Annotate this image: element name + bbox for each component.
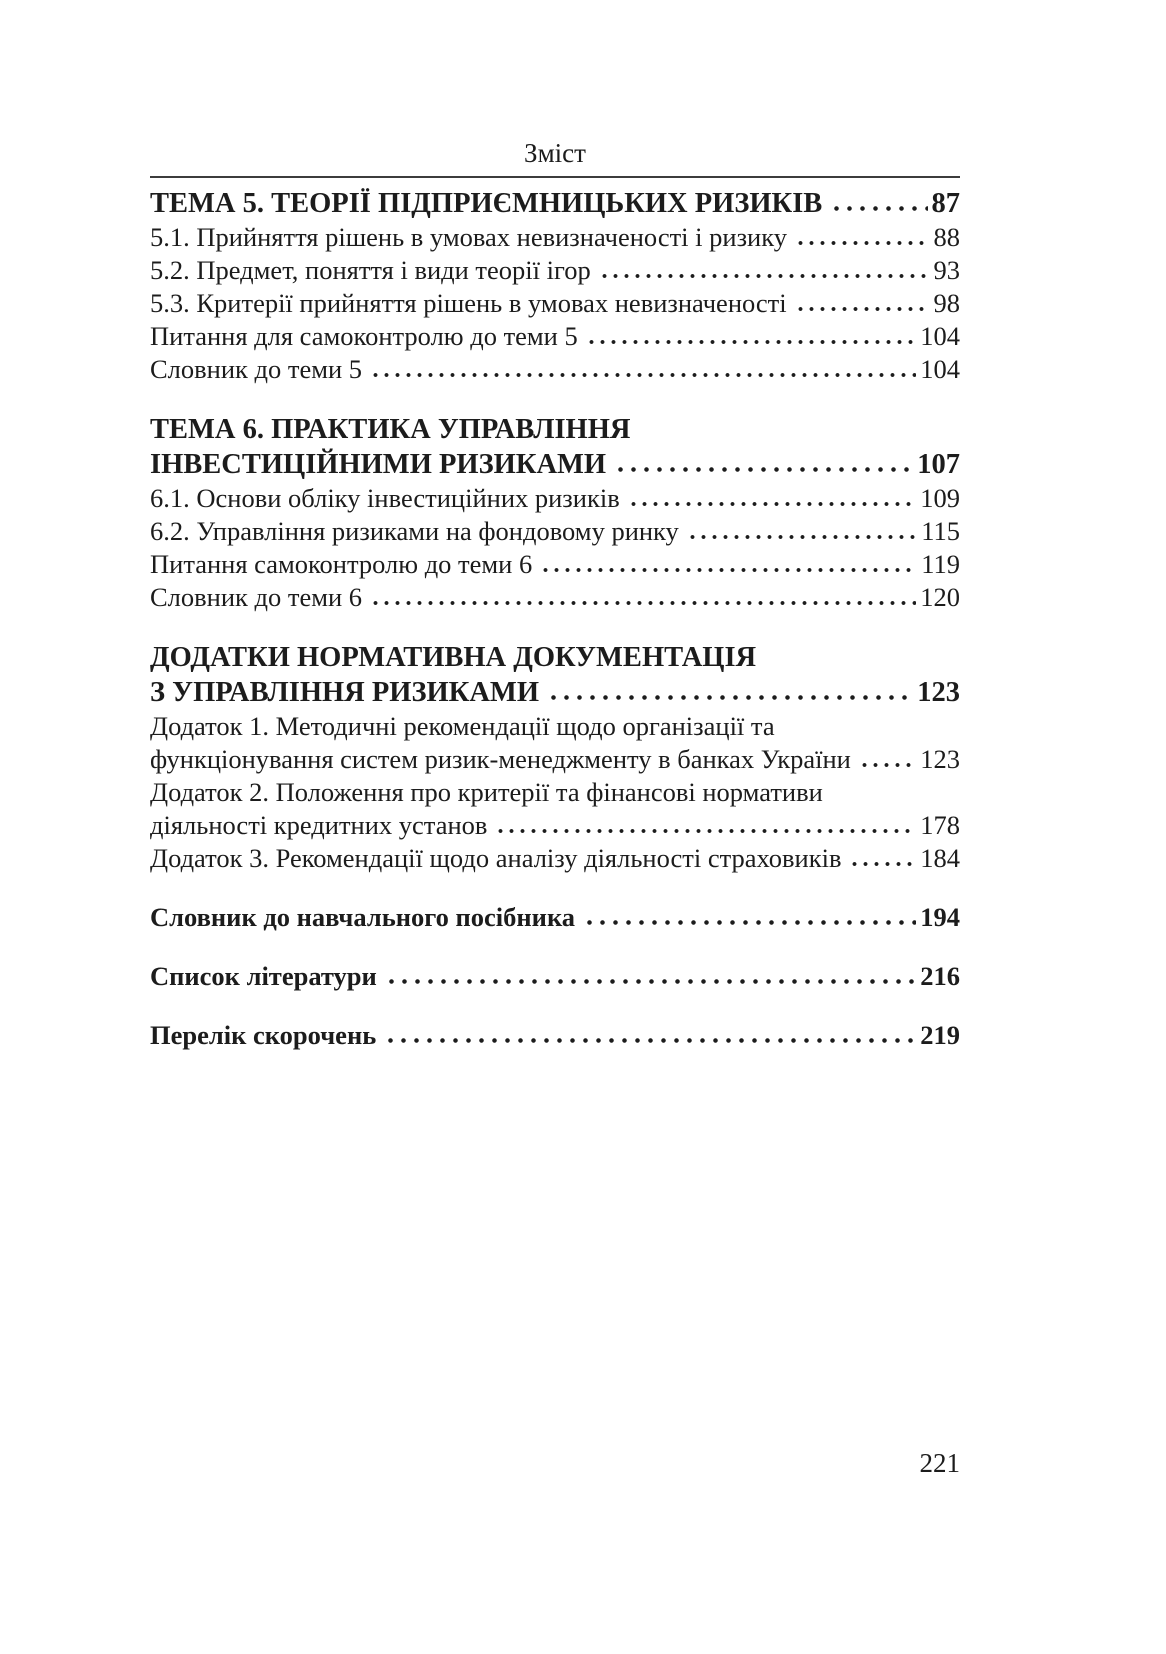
- dot-leader: [370, 372, 916, 378]
- dot-leader: [795, 306, 930, 312]
- toc-entry: [150, 675, 960, 710]
- toc-entry-page: 120: [920, 582, 960, 612]
- toc-entry-label: 5.1. Прийняття рішень в умовах невизначеності і ризику: [150, 222, 787, 252]
- dot-leader: [583, 919, 916, 926]
- toc-entry: [150, 515, 960, 548]
- toc-entry: [150, 710, 960, 743]
- document-page: [150, 138, 960, 1052]
- toc-entry-page: 178: [920, 810, 960, 840]
- toc-entry: [150, 353, 960, 386]
- toc-entry: [150, 287, 960, 320]
- toc-entry-page: 98: [933, 288, 960, 318]
- header-rule: [150, 176, 960, 178]
- toc-entry: [150, 640, 960, 675]
- dot-leader: [599, 273, 930, 279]
- toc-entry-page: 109: [920, 483, 960, 513]
- toc-section-slovnyk: [150, 901, 960, 934]
- dot-leader: [586, 339, 917, 345]
- toc-entry: [150, 412, 960, 447]
- toc-entry-label: функціонування систем ризик-менеджменту в банках України: [150, 744, 851, 774]
- toc-entry: [150, 1019, 960, 1052]
- toc-entry-label: 6.1. Основи обліку інвестиційних ризиків: [150, 483, 620, 513]
- toc-section-tema5: [150, 186, 960, 386]
- toc-entry-label: ТЕМА 5. ТЕОРІЇ ПІДПРИЄМНИЦЬКИХ РИЗИКІВ: [150, 188, 823, 219]
- dot-leader: [687, 534, 917, 540]
- toc-entry-page: 87: [931, 188, 960, 219]
- toc-entry-label: Додаток 2. Положення про критерії та фінансові нормативи: [150, 777, 823, 807]
- toc-section-tema6: [150, 412, 960, 614]
- dot-leader: [370, 600, 916, 606]
- toc-entry-label: ДОДАТКИ НОРМАТИВНА ДОКУМЕНТАЦІЯ: [150, 642, 757, 673]
- toc-entry: [150, 960, 960, 993]
- page-number: 221: [919, 1448, 960, 1478]
- dot-leader: [849, 861, 916, 867]
- toc-entry-page: 219: [920, 1020, 960, 1050]
- toc-entry: [150, 221, 960, 254]
- toc-entry: [150, 186, 960, 221]
- toc-entry-page: 107: [917, 449, 960, 480]
- toc-entry-label: ІНВЕСТИЦІЙНИМИ РИЗИКАМИ: [150, 449, 607, 480]
- dot-leader: [547, 694, 913, 701]
- dot-leader: [540, 567, 917, 573]
- toc-entry: [150, 901, 960, 934]
- toc-entry-label: Словник до теми 5: [150, 354, 363, 384]
- toc-entry-page: 119: [921, 549, 960, 579]
- toc-entry: [150, 548, 960, 581]
- toc-entry-page: 123: [920, 744, 960, 774]
- toc-entry: [150, 320, 960, 353]
- toc-entry-label: 5.3. Критерії прийняття рішень в умовах невизначеності: [150, 288, 787, 318]
- toc-entry-page: 123: [917, 677, 960, 708]
- toc-entry-label: Питання для самоконтролю до теми 5: [150, 321, 578, 351]
- dot-leader: [830, 205, 927, 212]
- toc-entry: [150, 482, 960, 515]
- toc-entry: [150, 809, 960, 842]
- toc-section-skorochennya: [150, 1019, 960, 1052]
- toc-entry-page: 194: [920, 902, 960, 932]
- toc-entry-page: 115: [921, 516, 960, 546]
- toc-entry: [150, 581, 960, 614]
- toc-entry-page: 216: [920, 961, 960, 991]
- toc-entry-page: 184: [920, 843, 960, 873]
- toc-entry-label: Додаток 3. Рекомендації щодо аналізу діяльності страховиків: [150, 843, 842, 873]
- toc-entry-label: З УПРАВЛІННЯ РИЗИКАМИ: [150, 677, 539, 708]
- toc-entry-label: діяльності кредитних установ: [150, 810, 488, 840]
- toc-entry-label: Питання самоконтролю до теми 6: [150, 549, 533, 579]
- toc-entry-label: 5.2. Предмет, поняття і види теорії ігор: [150, 255, 591, 285]
- dot-leader: [384, 1037, 916, 1044]
- toc-entry-label: Словник до навчального посібника: [150, 902, 576, 932]
- dot-leader: [385, 978, 916, 985]
- dot-leader: [495, 828, 916, 834]
- toc-entry: [150, 842, 960, 875]
- toc-entry-page: 104: [920, 354, 960, 384]
- toc-entry-label: Перелік скорочень: [150, 1020, 377, 1050]
- dot-leader: [628, 501, 917, 507]
- dot-leader: [795, 240, 930, 246]
- running-header: Зміст: [524, 138, 586, 168]
- toc-entry-label: Список літератури: [150, 961, 377, 991]
- toc-section-dodatky: [150, 640, 960, 875]
- toc-entry-page: 93: [933, 255, 960, 285]
- toc-entry: [150, 447, 960, 482]
- toc-entry-label: ТЕМА 6. ПРАКТИКА УПРАВЛІННЯ: [150, 414, 631, 445]
- toc-entry-page: 88: [933, 222, 960, 252]
- dot-leader: [614, 466, 913, 473]
- toc-entry: [150, 254, 960, 287]
- toc-entry: [150, 776, 960, 809]
- toc-entry: [150, 743, 960, 776]
- toc-entry-label: Словник до теми 6: [150, 582, 363, 612]
- toc-entry-label: Додаток 1. Методичні рекомендації щодо організації та: [150, 711, 775, 741]
- dot-leader: [859, 762, 916, 768]
- toc-entry-page: 104: [920, 321, 960, 351]
- toc-entry-label: 6.2. Управління ризиками на фондовому ринку: [150, 516, 679, 546]
- toc-section-literatura: [150, 960, 960, 993]
